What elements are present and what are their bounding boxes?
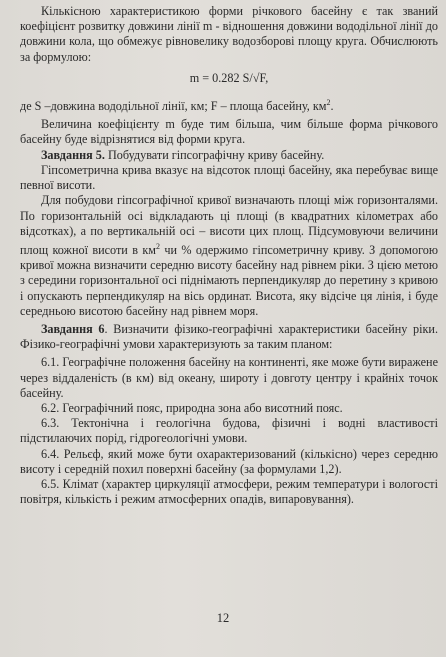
page-number: 12	[216, 611, 230, 625]
construction-text: Для побудови гіпсографічної кривої визначають площі між горизонталями. По горизонтальній осі відкладають ці площі (в квадратних кілометрах або відсотках), а по вертикальній осі – висоти цих площ. Підсумовуючи величини площ кожної висоти в км	[20, 193, 438, 257]
list-item-6-5: 6.5. Клімат (характер циркуляції атмосфери, режим температури і вологості повітря, кількість і режим атмосферних опадів, випаровування).	[20, 477, 438, 507]
paragraph-coefficient-value: Величина коефіцієнту m буде тим більша, чим більше форма річкового басейну буде відрізнятися від форми круга.	[20, 117, 438, 147]
page-body	[20, 4, 438, 507]
legend-text: де S –довжина вододільної лінії, км; F – площа басейну, км	[20, 99, 327, 114]
task5-label: Завдання 5.	[41, 147, 105, 162]
list-item-6-3: 6.3. Тектонічна і геологічна будова, фізичні і водні властивості підстилаючих порід, гідрогеологічні умови.	[20, 416, 438, 446]
formula-m: m = 0.282 S/√F,	[189, 70, 269, 85]
task6-heading	[20, 322, 438, 352]
list-item-6-2: 6.2. Географічний пояс, природна зона або висотний пояс.	[41, 401, 343, 415]
paragraph-formula-legend	[20, 95, 438, 114]
construction-superscript: 2	[155, 241, 160, 251]
task5-text: Побудувати гіпсографічну криву басейну.	[104, 147, 325, 162]
task6-label: Завдання 6	[41, 321, 105, 336]
legend-superscript: 2	[326, 98, 331, 108]
list-item-6-4: 6.4. Рельєф, який може бути охарактеризований (кількісно) через середню висоту і середній похил поверхні басейну (за формулами 1,2).	[20, 446, 438, 476]
construction-text-end: чи % одержимо гіпсометричну криву. З допомогою кривої можна визначити середню висоту басейну над рівнем ріки. З цією метою з середини горизонтальної осі піднімають перпендикуляр до перетину з кривою і опускають перпендикуляр на вісь ординат. Висота, яку відсіче ця лінія, і буде середньою висотою басейну над рівнем моря.	[20, 242, 438, 318]
paragraph-form-coefficient: Кількісною характеристикою форми річкового басейну є так званий коефіцієнт розвитку довжини лінії m - відношення довжини вододільної лінії до довжини кола, що обмежує рівновелику водозборові площу круга. Обчислюють за формулою:	[20, 4, 438, 64]
legend-end: .	[330, 99, 334, 114]
list-item-6-1: 6.1. Географічне положення басейну на континенті, яке може бути виражене через віддаленість (в км) від океану, широту і довготу центру і крайніх точок басейну.	[20, 355, 438, 400]
task6-text: . Визначити фізико-географічні характеристики басейну ріки. Фізико-географічні умови характеризують за таким планом:	[20, 321, 439, 352]
paragraph-hypsographic-construction	[20, 193, 438, 319]
paragraph-hypsometric: Гіпсометрична крива вказує на відсоток площі басейну, яка перебуває вище певної висоти.	[20, 162, 438, 193]
task5-heading	[20, 148, 438, 163]
